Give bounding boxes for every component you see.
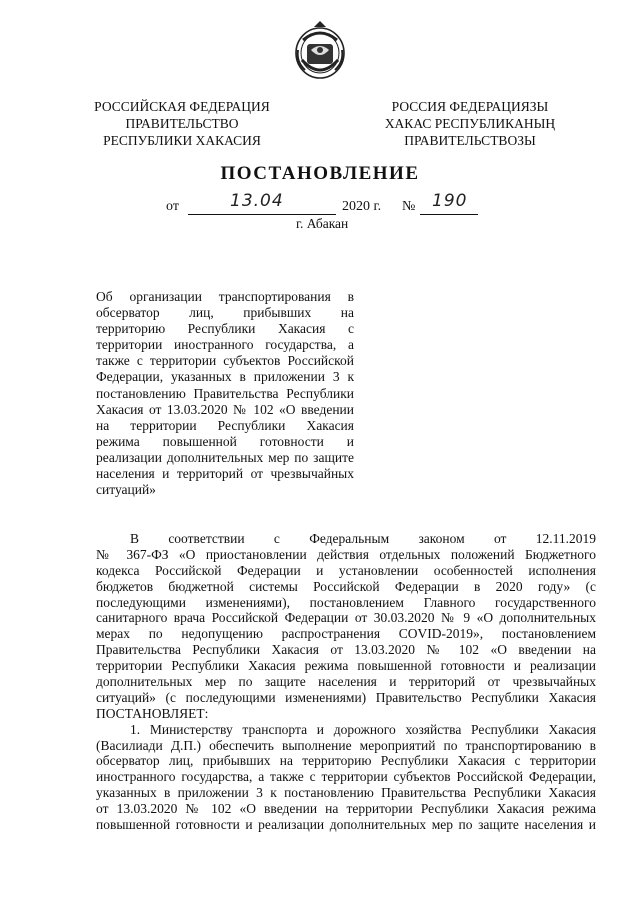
subject-line: Федерации, указанных в приложении 3 к (96, 369, 354, 385)
subject-line: режима повышенной готовности и (96, 433, 354, 449)
coat-of-arms-icon (293, 20, 347, 80)
body-line: повышенной готовности и реализации дополнительных мер по защите населения и (96, 817, 596, 833)
body-line: последующими изменениями), постановлением Главного государственного (96, 594, 596, 610)
handwritten-number: 190 (432, 191, 468, 211)
document-title: ПОСТАНОВЛЕНИЕ (220, 163, 420, 184)
header-right (366, 98, 574, 149)
body-line: (Василиади Д.П.) обеспечить выполнение мероприятий по транспортированию в (96, 737, 596, 753)
header-left (82, 98, 282, 149)
header-right-line: РОССИЯ ФЕДЕРАЦИЯЗЫ (391, 99, 549, 114)
body-line: санитарного врача Российской Федерации от 30.03.2020 № 9 «О дополнительных (96, 610, 596, 626)
year-label: 2020 г. (342, 199, 382, 214)
subject-line: постановлению Правительства Республики (96, 385, 354, 401)
body-line: № 367-ФЗ «О приостановлении действия отдельных положений Бюджетного (96, 546, 596, 562)
body-line: 1. Министерству транспорта и дорожного хозяйства Республики Хакасия (130, 721, 596, 737)
date-underline (188, 214, 336, 215)
body-line: В соответствии с Федеральным законом от 12.11.2019 (130, 531, 596, 546)
subject-line: также с территории субъектов Российской (96, 353, 354, 369)
body-line: территории Республики Хакасия режима повышенной готовности и реализации (96, 658, 596, 674)
subject-line: Хакасия от 13.03.2020 № 102 «О введении (96, 401, 354, 417)
body-line: мерах по недопущению распространения COVID-2019», постановлением (96, 626, 596, 642)
header-right-line: ПРАВИТЕЛЬСТВОЗЫ (404, 133, 536, 148)
body-line: иностранного государства, а также с территории субъектов Российской Федерации, (96, 769, 596, 785)
number-underline (420, 214, 478, 215)
body-line: ситуаций» (с последующими изменениями) Правительство Республики Хакасия (96, 689, 596, 705)
subject-line: Об организации транспортирования в (96, 289, 354, 304)
subject-block (96, 289, 354, 498)
subject-line: на территории Республики Хакасия (96, 417, 354, 433)
subject-line: населения и территорий от чрезвычайных (96, 466, 354, 482)
header-left-line: РЕСПУБЛИКИ ХАКАСИЯ (103, 133, 261, 148)
body-text (96, 531, 596, 833)
body-line: Правительства Республики Хакасия от 13.03.2020 № 102 «О введении на (96, 642, 596, 658)
body-line: от 13.03.2020 № 102 «О введении на территории Республики Хакасия режима (96, 801, 596, 817)
handwritten-date: 13.04 (230, 191, 284, 211)
body-line: дополнительных мер по защите населения и территорий от чрезвычайных (96, 674, 596, 690)
body-line: ПОСТАНОВЛЯЕТ: (96, 705, 209, 721)
date-number-line (166, 191, 496, 217)
body-line: кодекса Российской Федерации и установлении особенностей исполнения (96, 562, 596, 578)
from-label: от (166, 199, 179, 214)
subject-line: реализации дополнительных мер по защите (96, 449, 354, 465)
body-line: указанных в приложении 3 к постановлению Правительства Республики Хакасия (96, 785, 596, 801)
header-left-line: ПРАВИТЕЛЬСТВО (125, 116, 239, 131)
header-left-line: РОССИЙСКАЯ ФЕДЕРАЦИЯ (94, 99, 270, 114)
body-line: бюджетов бюджетной системы Российской Федерации в 2020 году» (с (96, 578, 596, 594)
subject-line: территорию Республики Хакасия с (96, 321, 354, 337)
number-label: № (402, 199, 416, 214)
subject-line: территории иностранного государства, а (96, 337, 354, 353)
city-label: г. Абакан (296, 216, 349, 231)
body-line: обсерватор лиц, прибывших на территорию Республики Хакасия с территории (96, 753, 596, 769)
subject-line: обсерватор лиц, прибывших на (96, 305, 354, 321)
subject-line: ситуаций» (96, 482, 156, 498)
header-right-line: ХАКАС РЕСПУБЛИКАНЫҢ (384, 116, 556, 131)
